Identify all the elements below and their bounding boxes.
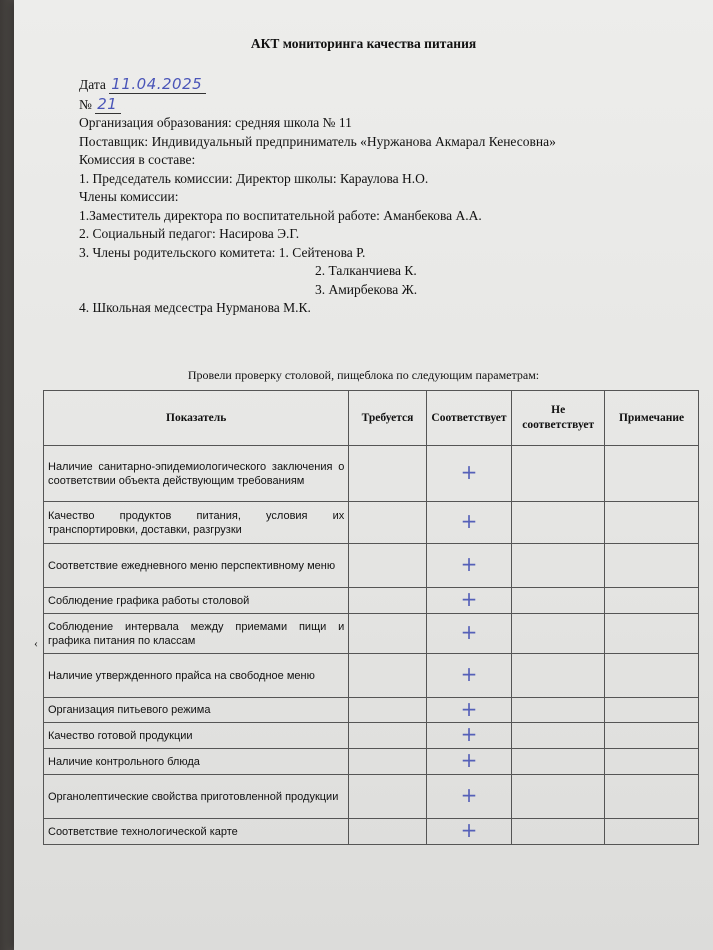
note-cell — [605, 654, 699, 698]
member-line: 4. Школьная медсестра Нурманова М.К. — [79, 300, 311, 315]
required-cell — [349, 544, 426, 588]
complies-cell — [426, 698, 512, 723]
param-cell: Качество продуктов питания, условия их транспортировки, доставки, разгрузки — [44, 502, 349, 544]
table-row — [44, 614, 699, 654]
document-page — [14, 0, 713, 950]
note-cell — [605, 502, 699, 544]
complies-cell — [426, 654, 512, 698]
not-complies-cell — [512, 588, 605, 614]
organization-line: Организация образования: средняя школа № 11 — [79, 115, 352, 130]
header-indicator: Показатель — [44, 391, 349, 446]
header-required: Требуется — [349, 391, 426, 446]
not-complies-cell — [512, 749, 605, 775]
plus-mark: + — [460, 783, 478, 807]
required-cell — [349, 698, 426, 723]
complies-cell — [426, 723, 512, 749]
param-cell: Соответствие ежедневного меню перспективному меню — [44, 544, 349, 588]
document-title: АКТ мониторинга качества питания — [250, 36, 477, 51]
table-row — [44, 819, 699, 845]
table-row — [44, 502, 699, 544]
date-line — [79, 75, 699, 95]
intro-text: Провели проверку столовой, пищеблока по следующим параметрам: — [187, 368, 540, 382]
not-complies-cell — [512, 614, 605, 654]
required-cell — [349, 749, 426, 775]
header-complies: Соответствует — [426, 391, 512, 446]
plus-mark: + — [460, 818, 478, 842]
required-cell — [349, 775, 426, 819]
param-cell: Соблюдение графика работы столовой — [44, 588, 349, 614]
param-cell: Соблюдение интервала между приемами пищи и графика питания по классам — [44, 614, 349, 654]
plus-mark: + — [460, 748, 478, 772]
table-row — [44, 723, 699, 749]
margin-mark: ‹ — [34, 636, 38, 650]
plus-mark: + — [460, 552, 478, 576]
chairman-line: 1. Председатель комиссии: Директор школы: Караулова Н.О. — [79, 170, 429, 186]
table-row — [44, 654, 699, 698]
complies-cell — [426, 819, 512, 845]
complies-cell — [426, 544, 512, 588]
not-complies-cell — [512, 723, 605, 749]
required-cell — [349, 654, 426, 698]
param-cell: Наличие утвержденного прайса на свободное меню — [44, 654, 349, 698]
date-label: Дата — [79, 77, 106, 92]
note-cell — [605, 723, 699, 749]
table-row — [44, 775, 699, 819]
supplier-line: Поставщик: Индивидуальный предприниматель «Нуржанова Акмарал Кенесовна» — [79, 133, 556, 149]
param-cell: Наличие санитарно-эпидемиологического заключения о соответствии объекта действующим требованиям — [44, 446, 349, 502]
table-header-row — [44, 391, 699, 446]
not-complies-cell — [512, 446, 605, 502]
commission-heading: Комиссия в составе: — [79, 152, 196, 167]
note-cell — [605, 446, 699, 502]
required-cell — [349, 446, 426, 502]
required-cell — [349, 819, 426, 845]
param-cell: Соответствие технологической карте — [44, 819, 349, 845]
header-block — [79, 75, 699, 318]
param-cell: Организация питьевого режима — [44, 698, 349, 723]
table-row — [44, 588, 699, 614]
not-complies-cell — [512, 819, 605, 845]
note-cell — [605, 588, 699, 614]
required-cell — [349, 588, 426, 614]
complies-cell — [426, 775, 512, 819]
member-line: 1.Заместитель директора по воспитательной работе: Аманбекова А.А. — [79, 207, 482, 223]
note-cell — [605, 698, 699, 723]
complies-cell — [426, 749, 512, 775]
note-cell — [605, 614, 699, 654]
not-complies-cell — [512, 544, 605, 588]
param-cell: Качество готовой продукции — [44, 723, 349, 749]
note-cell — [605, 544, 699, 588]
number-value: 21 — [95, 95, 121, 114]
plus-mark: + — [460, 587, 478, 611]
note-cell — [605, 775, 699, 819]
param-cell: Наличие контрольного блюда — [44, 749, 349, 775]
table-row — [44, 749, 699, 775]
note-cell — [605, 749, 699, 775]
header-not-complies: Не соответствует — [512, 391, 605, 446]
complies-cell — [426, 614, 512, 654]
required-cell — [349, 723, 426, 749]
required-cell — [349, 502, 426, 544]
member-line: 3. Амирбекова Ж. — [315, 281, 418, 297]
plus-mark: + — [460, 509, 478, 533]
plus-mark: + — [460, 662, 478, 686]
header-note: Примечание — [605, 391, 699, 446]
plus-mark: + — [460, 460, 478, 484]
members-heading: Члены комиссии: — [79, 189, 179, 204]
number-label: № — [79, 96, 92, 112]
plus-mark: + — [460, 696, 478, 721]
not-complies-cell — [512, 654, 605, 698]
date-value: 11.04.2025 — [109, 75, 206, 94]
number-line — [79, 95, 699, 115]
note-cell — [605, 819, 699, 845]
complies-cell — [426, 446, 512, 502]
table-row — [44, 544, 699, 588]
inspection-table — [43, 390, 699, 845]
required-cell — [349, 614, 426, 654]
plus-mark: + — [460, 620, 478, 644]
member-line: 2. Талканчиева К. — [315, 263, 417, 278]
member-line: 2. Социальный педагог: Насирова Э.Г. — [79, 226, 300, 241]
member-line: 3. Члены родительского комитета: 1. Сейтенова Р. — [79, 244, 366, 260]
param-cell: Органолептические свойства приготовленной продукции — [44, 775, 349, 819]
table-row — [44, 698, 699, 723]
table-row — [44, 446, 699, 502]
plus-mark: + — [460, 722, 478, 746]
not-complies-cell — [512, 698, 605, 723]
not-complies-cell — [512, 775, 605, 819]
not-complies-cell — [512, 502, 605, 544]
complies-cell — [426, 588, 512, 614]
complies-cell — [426, 502, 512, 544]
